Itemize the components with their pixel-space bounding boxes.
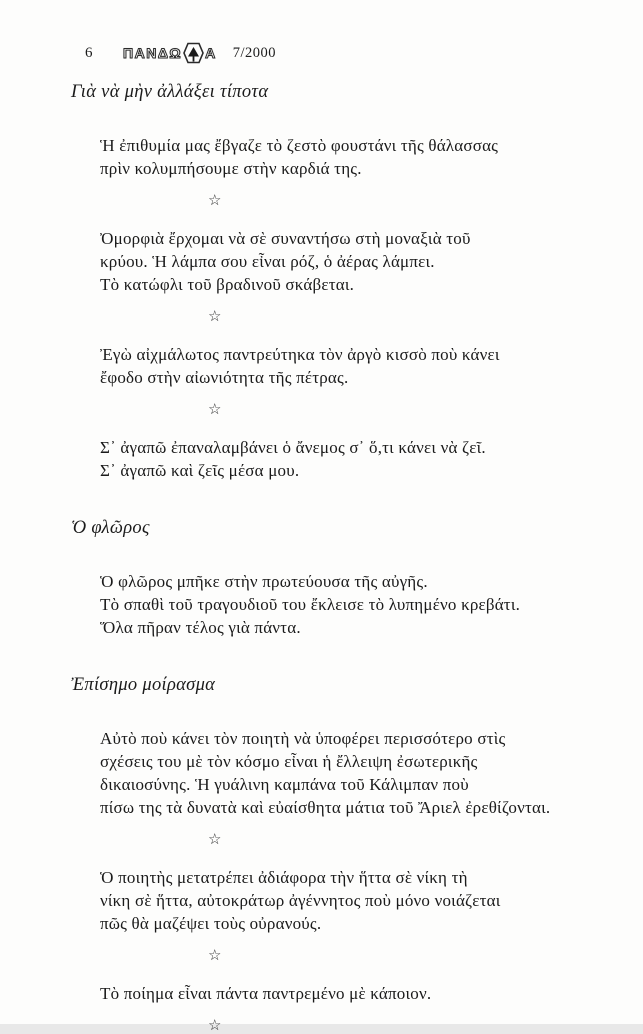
stanza (100, 982, 583, 1005)
logo-text-right: Α (205, 45, 217, 61)
poem-line: δικαιοσύνης. Ἡ γυάλινη καμπάνα τοῦ Κάλιμπαν ποὺ (100, 775, 469, 794)
stanza (100, 227, 583, 296)
poem-title: Ἐπίσημο μοίρασμα (71, 675, 216, 695)
pandora-magazine-logo (123, 42, 217, 64)
poem-line: ἔφοδο στὴν αἰωνιότητα τῆς πέτρας. (100, 368, 349, 387)
stanza (100, 866, 583, 935)
poem-line: Ἡ ἐπιθυμία μας ἔβγαζε τὸ ζεστὸ φουστάνι τῆς θάλασσας (100, 136, 499, 155)
star-separator-icon: ☆ (208, 193, 222, 209)
stanza (100, 570, 583, 639)
poem-line: Ὁ ποιητὴς μετατρέπει ἀδιάφορα τὴν ἥττα σὲ νίκη τὴ (100, 868, 468, 887)
poem-line: κρύου. Ἡ λάμπα σου εἶναι ρόζ, ὁ ἀέρας λάμπει. (100, 252, 435, 271)
pandora-emblem-icon (183, 42, 204, 64)
poem-line: Τὸ σπαθὶ τοῦ τραγουδιοῦ του ἔκλεισε τὸ λυπημένο κρεβάτι. (100, 595, 521, 614)
stanza (100, 134, 583, 180)
issue-number: 7/2000 (232, 44, 277, 61)
poem-line: πίσω της τὰ δυνατὰ καὶ εὐαίσθητα μάτια τοῦ Ἄριελ ἐρεθίζονται. (100, 798, 551, 817)
star-separator-icon: ☆ (208, 832, 222, 848)
page-number: 6 (85, 44, 93, 61)
poem-line: σχέσεις του μὲ τὸν κόσμο εἶναι ἡ ἔλλειψη ἐσωτερικῆς (100, 752, 478, 771)
star-separator-icon: ☆ (208, 309, 222, 325)
poem-line: πῶς θὰ μαζέψει τοὺς οὐρανούς. (100, 914, 322, 933)
poem-line: Ὅλα πῆραν τέλος γιὰ πάντα. (100, 618, 301, 637)
title-gap (75, 103, 583, 116)
poems-body (71, 82, 583, 1034)
poem-line: Σ᾽ ἀγαπῶ καὶ ζεῖς μέσα μου. (100, 461, 300, 480)
poem-line: νίκη σὲ ἥττα, αὐτοκράτωρ ἀγέννητος ποὺ μόνο νοιάζεται (100, 891, 501, 910)
logo-text-left: ΠΑΝΔΩ (123, 45, 183, 61)
poem-title: Γιὰ νὰ μὴν ἀλλάξει τίποτα (71, 82, 269, 102)
stanza (100, 727, 583, 819)
poem-line: Τὸ ποίημα εἶναι πάντα παντρεμένο μὲ κάποιον. (100, 984, 432, 1003)
poem-line: πρὶν κολυμπήσουμε στὴν καρδιά της. (100, 159, 362, 178)
page-header (85, 42, 583, 64)
stanza (100, 436, 583, 482)
poem-title: Ὁ φλῶρος (71, 518, 150, 538)
star-separator-icon: ☆ (208, 948, 222, 964)
poem-line: Ἐγὼ αἰχμάλωτος παντρεύτηκα τὸν ἀργὸ κισσὸ ποὺ κάνει (100, 345, 500, 364)
stanza (100, 343, 583, 389)
star-separator-icon: ☆ (208, 402, 222, 418)
poem-line: Σ᾽ ἀγαπῶ ἐπαναλαμβάνει ὁ ἄνεμος σ᾽ ὅ,τι κάνει νὰ ζεῖ. (100, 438, 486, 457)
title-gap (75, 539, 583, 552)
poem-line: Ὀμορφιὰ ἔρχομαι νὰ σὲ συναντήσω στὴ μοναξιὰ τοῦ (100, 229, 471, 248)
poem-line: Τὸ κατώφλι τοῦ βραδινοῦ σκάβεται. (100, 275, 355, 294)
star-separator-icon: ☆ (208, 1018, 222, 1034)
poem-line: Ὁ φλῶρος μπῆκε στὴν πρωτεύουσα τῆς αὐγῆς. (100, 572, 428, 591)
title-gap (75, 696, 583, 709)
poem-line: Αὐτὸ ποὺ κάνει τὸν ποιητὴ νὰ ὑποφέρει περισσότερο στὶς (100, 729, 506, 748)
